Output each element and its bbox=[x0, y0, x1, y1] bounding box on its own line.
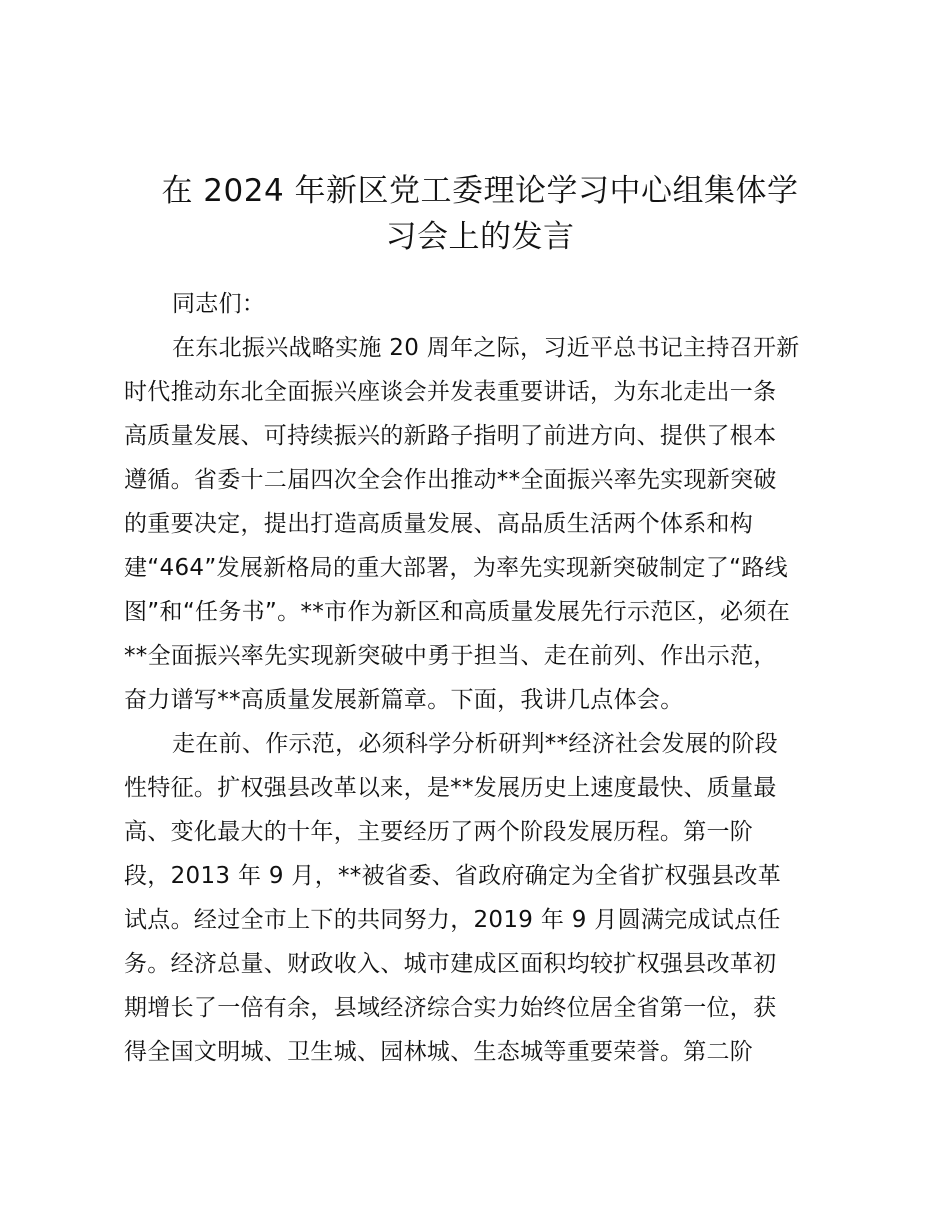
paragraph-line: 段，2013 年 9 月，**被省委、省政府确定为全省扩权强县改革 bbox=[124, 863, 781, 889]
paragraph-line: 的重要决定，提出打造高质量发展、高品质生活两个体系和构 bbox=[124, 511, 754, 537]
title-line: 在 2024 年新区党工委理论学习中心组集体学 bbox=[161, 173, 799, 209]
paragraph-line: 走在前、作示范，必须科学分析研判**经济社会发展的阶段 bbox=[172, 731, 779, 757]
paragraph-line: 务。经济总量、财政收入、城市建成区面积均较扩权强县改革初 bbox=[124, 951, 777, 977]
paragraph-line: 高、变化最大的十年，主要经历了两个阶段发展历程。第一阶 bbox=[124, 819, 754, 845]
paragraph-line: 性特征。扩权强县改革以来，是**发展历史上速度最快、质量最 bbox=[124, 775, 777, 801]
paragraph-line: 遵循。省委十二届四次全会作出推动**全面振兴率先实现新突破 bbox=[124, 467, 777, 493]
paragraph-line: **全面振兴率先实现新突破中勇于担当、走在前列、作出示范， bbox=[124, 643, 777, 669]
salutation: 同志们： bbox=[172, 291, 266, 317]
paragraph-line: 高质量发展、可持续振兴的新路子指明了前进方向、提供了根本 bbox=[124, 423, 777, 449]
paragraph-line: 图”和“任务书”。**市作为新区和高质量发展先行示范区，必须在 bbox=[124, 599, 791, 625]
paragraph-line: 建“464”发展新格局的重大部署，为率先实现新突破制定了“路线 bbox=[124, 555, 788, 581]
title-line: 习会上的发言 bbox=[385, 219, 575, 255]
paragraph-line: 得全国文明城、卫生城、园林城、生态城等重要荣誉。第二阶 bbox=[124, 1039, 754, 1065]
paragraph-line: 时代推动东北全面振兴座谈会并发表重要讲话，为东北走出一条 bbox=[124, 379, 777, 405]
paragraph-line: 试点。经过全市上下的共同努力，2019 年 9 月圆满完成试点任 bbox=[124, 907, 781, 933]
document-title bbox=[120, 168, 840, 260]
paragraph-line: 奋力谱写**高质量发展新篇章。下面，我讲几点体会。 bbox=[124, 687, 684, 713]
document-body bbox=[124, 282, 844, 1074]
paragraph-line: 在东北振兴战略实施 20 周年之际，习近平总书记主持召开新 bbox=[172, 335, 800, 361]
paragraph-line: 期增长了一倍有余，县域经济综合实力始终位居全省第一位，获 bbox=[124, 995, 777, 1021]
